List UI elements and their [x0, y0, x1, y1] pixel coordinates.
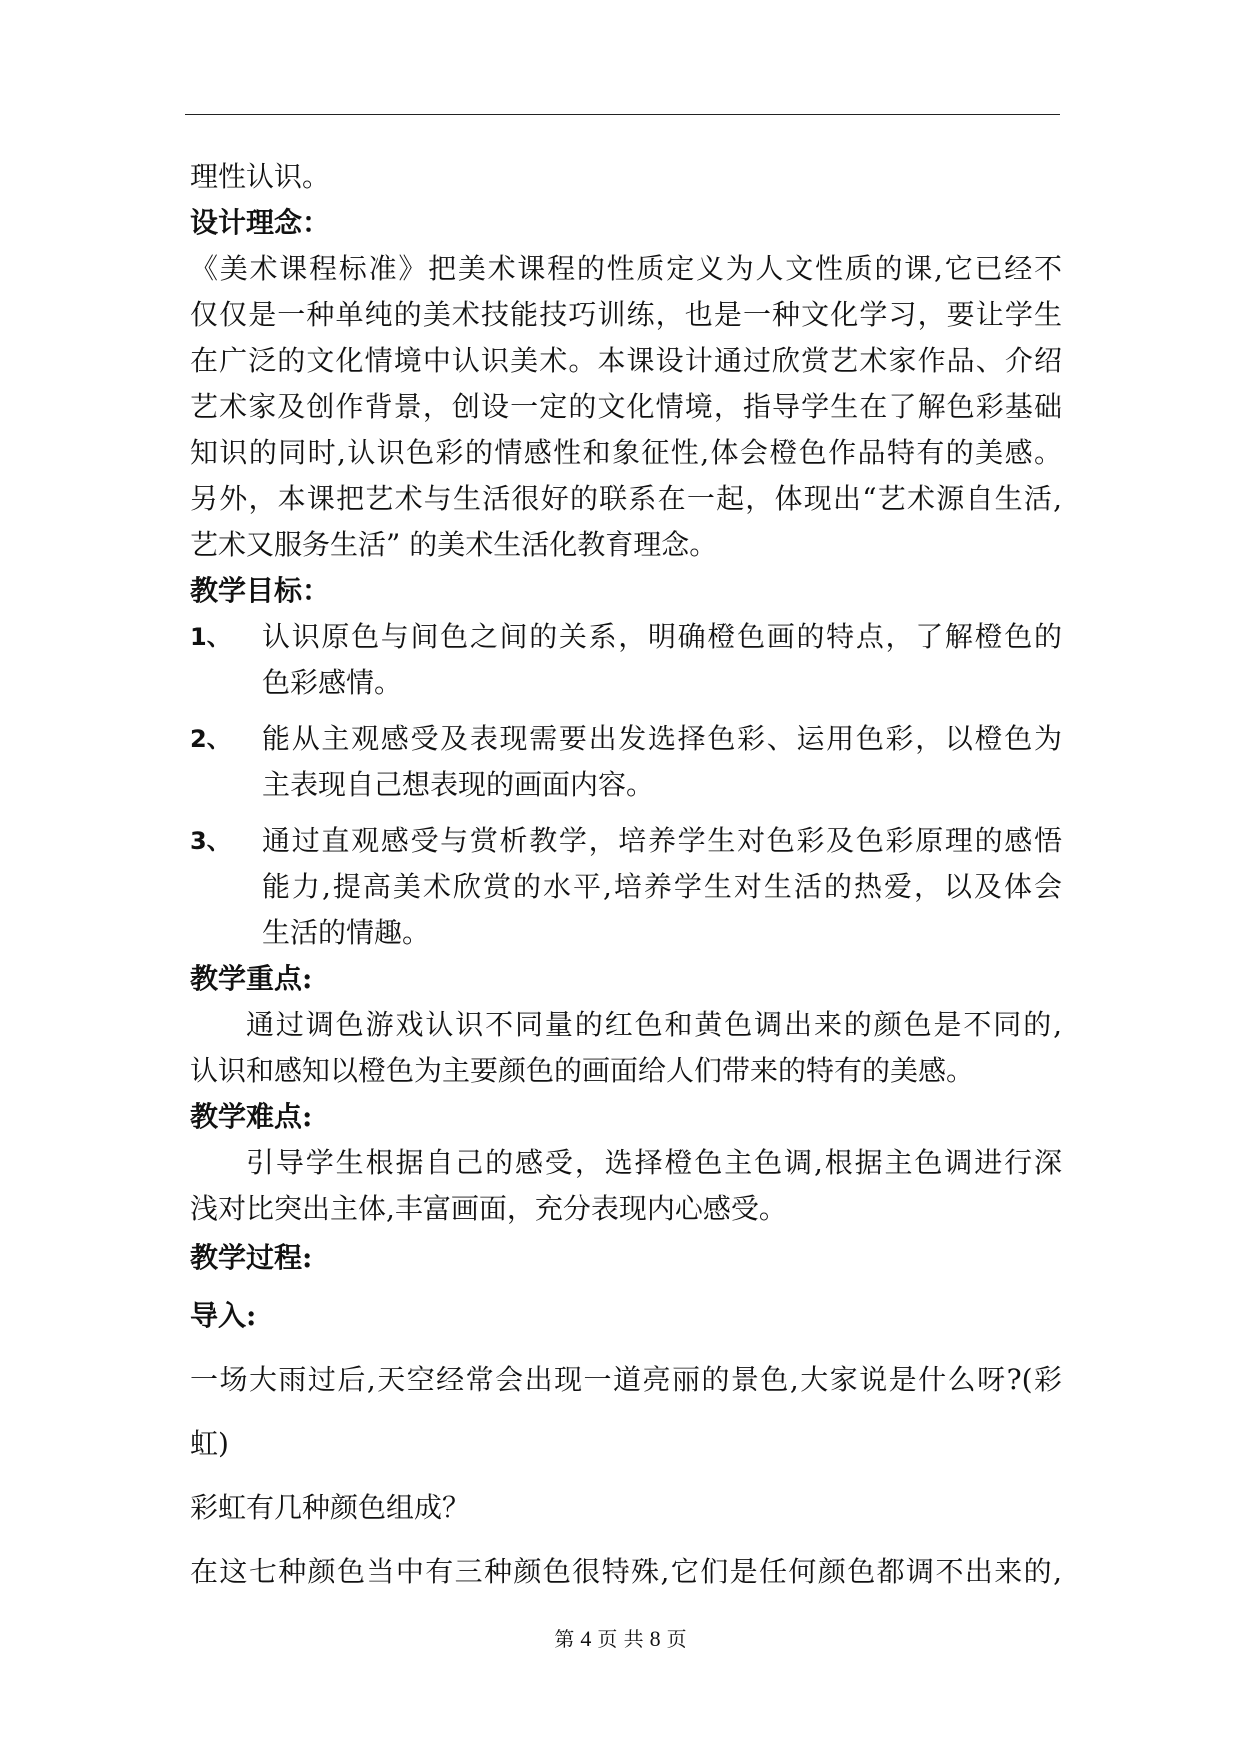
goal-line: 主表现自己想表现的画面内容。 [262, 768, 655, 801]
goals-heading: 教学目标： [190, 574, 331, 607]
goal-line: 认识原色与间色之间的关系，明确橙色画的特点，了解橙色的 [262, 620, 1062, 653]
intro-heading: 导入: [190, 1299, 257, 1332]
design-line: 在广泛的文化情境中认识美术。本课设计通过欣赏艺术家作品、介绍 [190, 344, 1062, 377]
document-body [190, 154, 1062, 1604]
footer-total-pages: 8 [649, 1626, 661, 1651]
intro-paragraph [190, 1348, 1062, 1604]
design-paragraph [190, 246, 1062, 568]
goal-line: 能从主观感受及表现需要出发选择色彩、运用色彩，以橙色为 [262, 722, 1062, 755]
goals-list [190, 614, 1062, 956]
key-line: 通过调色游戏认识不同量的红色和黄色调出来的颜色是不同的, [246, 1008, 1062, 1041]
design-line: 艺术家及创作背景，创设一定的文化情境，指导学生在了解色彩基础 [190, 390, 1062, 423]
goal-number: 2、 [190, 725, 231, 753]
difficult-line: 浅对比突出主体,丰富画面，充分表现内心感受。 [190, 1192, 787, 1225]
design-heading: 设计理念： [190, 206, 331, 239]
design-line: 知识的同时,认识色彩的情感性和象征性,体会橙色作品特有的美感。 [190, 436, 1062, 469]
design-line: 另外，本课把艺术与生活很好的联系在一起，体现出“艺术源自生活, [190, 482, 1062, 515]
key-points-paragraph [190, 1002, 1062, 1094]
goal-line: 生活的情趣。 [262, 916, 431, 949]
process-heading: 教学过程: [190, 1241, 313, 1274]
intro-line: 在这七种颜色当中有三种颜色很特殊,它们是任何颜色都调不出来的, [190, 1555, 1062, 1588]
goal-number: 1、 [190, 623, 231, 651]
difficulties-paragraph [190, 1140, 1062, 1232]
design-line: 《美术课程标准》把美术课程的性质定义为人文性质的课,它已经不 [190, 252, 1062, 285]
difficulties-heading: 教学难点: [190, 1100, 313, 1133]
design-line: 艺术又服务生活” 的美术生活化教育理念。 [190, 528, 718, 561]
goal-item [190, 614, 1062, 706]
key-line: 认识和感知以橙色为主要颜色的画面给人们带来的特有的美感。 [190, 1054, 975, 1087]
goal-line: 能力,提高美术欣赏的水平,培养学生对生活的热爱，以及体会 [262, 870, 1062, 903]
page-footer [0, 1623, 1241, 1652]
goal-number: 3、 [190, 827, 231, 855]
design-line: 仅仅是一种单纯的美术技能技巧训练，也是一种文化学习，要让学生 [190, 298, 1062, 331]
footer-page-number: 4 [580, 1626, 592, 1651]
intro-line: 虹) [190, 1427, 229, 1460]
intro-line: 一场大雨过后,天空经常会出现一道亮丽的景色,大家说是什么呀?(彩 [190, 1363, 1062, 1396]
goal-line: 色彩感情。 [262, 666, 403, 699]
difficult-line: 引导学生根据自己的感受，选择橙色主色调,根据主色调进行深 [246, 1146, 1062, 1179]
header-rule [185, 114, 1060, 115]
footer-suffix: 页 [666, 1627, 687, 1651]
continuation-text: 理性认识。 [190, 160, 331, 193]
goal-item [190, 818, 1062, 956]
goal-line: 通过直观感受与赏析教学，培养学生对色彩及色彩原理的感悟 [262, 824, 1062, 857]
footer-middle: 页 共 [597, 1627, 644, 1651]
key-points-heading: 教学重点: [190, 962, 313, 995]
intro-line: 彩虹有几种颜色组成？ [190, 1491, 471, 1524]
footer-prefix: 第 [554, 1627, 575, 1651]
goal-item [190, 716, 1062, 808]
